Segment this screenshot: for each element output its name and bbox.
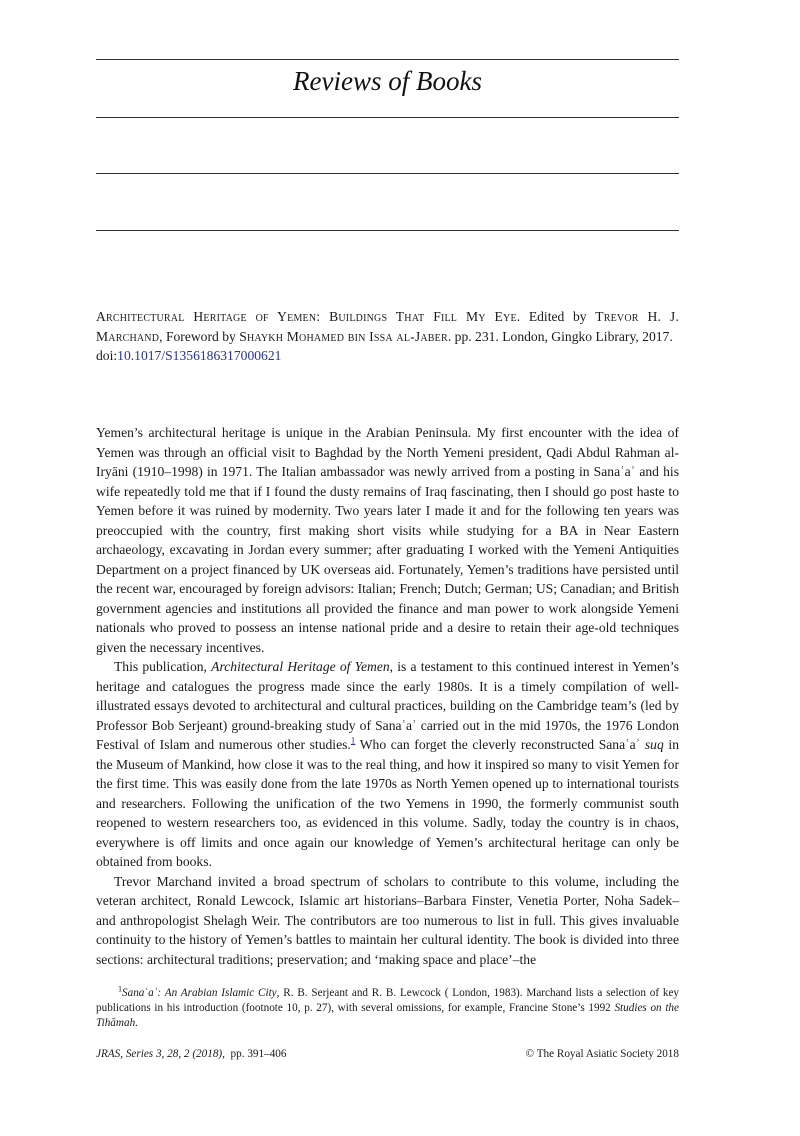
doi-link[interactable]: 10.1017/S1356186317000621 [117,348,282,363]
foreword-author: Shaykh Mohamed bin Issa al-Jaber [239,328,448,344]
book-citation: Architectural Heritage of Yemen: Buildings That Fill My Eye. Edited by Trevor H. J. Marchand, Foreword by Shaykh Mohamed bin Issa al-Jaber. pp. 231. London, Gingko Library, 2017. doi:10.1017/S1356186317000621 [96,307,679,366]
p2-text-a: This publication, [114,659,212,674]
book-title: Architectural Heritage of Yemen: Buildings That Fill My Eye [96,309,517,324]
paragraph-3: Trevor Marchand invited a broad spectrum of scholars to contribute to this volume, including the veteran architect, Ronald Lewcock, Islamic art historians–Barbara Finster, Venetia Porter, Noha Sadek–and anthropologist Shelagh Weir. The contributors are too numerous to list in full. This gives invaluable continuity to the history of Yemen’s battles to maintain her cultural identity. The book is divided into three sections: architectural traditions; preservation; and ‘making space and place’–the [96,873,679,967]
footnote-1 [96,986,679,1031]
doi-line [96,346,679,366]
editor-last: Marchand [96,328,160,344]
top-rule [96,59,679,60]
p2-text-b: , is a testament to this continued interest in Yemen’s heritage and catalogues the progress made since the early 1980s. It is a timely compilation of well-illustrated essays devoted to architectural and cultural practices, building on the Cambridge team’s (led by Professor Bob Serjeant) ground-breaking study of Sanaʿaʾ carried out in the mid 1970s, the 1976 London Festival of Islam and numerous other studies. [96,659,679,752]
journal-ref: JRAS, Series 3, 28, 2 (2018), [96,1048,225,1060]
footnote-title-2: Studies on the Tihāmah [96,1002,679,1029]
doi-label: doi: [96,348,118,363]
editor-first: Trevor H. J. [595,309,680,324]
page-title: Reviews of Books [293,66,482,96]
p2-book-title: Architectural Heritage of Yemen [211,659,390,674]
edited-by-label: Edited by [528,309,587,324]
title-rule-1 [96,117,679,118]
footnote-number: 1 [118,984,122,994]
title-rule-2 [96,173,679,174]
review-body [96,423,679,969]
paragraph-1: Yemen’s architectural heritage is unique in the Arabian Peninsula. My first encounter with the idea of Yemen was through an official visit to Baghdad by the North Yemeni president, Qadi Abdul Rahman al-Iryāni (1910–1998) in 1971. The Italian ambassador was newly arrived from a posting in Sanaʿaʾ and his wife repeatedly told me that if I found the dusty remains of Iraq fascinating, then I should go post haste to Yemen before it was ruined by modernity. Two years later I made it and for the following ten years was preoccupied with the country, first making short visits while studying for a BA in Near Eastern archaeology, excavating in Jordan every summer; after graduating I worked with the Yemeni Antiquities Department on a project financed by UK overseas aid. Fortunately, Yemen’s traditions have persisted until the recent war, encouraged by foreign advisors: Italian; French; Dutch; German; US; Canadian; and British government agencies and institutions all provided the finance and man power to work alongside Yemeni nationals who proved to possess an intense national pride and a desire to retain their age-old techniques given the necessary incentives. [96,425,679,655]
title-rule-3 [96,230,679,231]
publication-details: pp. 231. London, Gingko Library, 2017. [454,328,673,344]
page-range: pp. 391–406 [230,1048,287,1060]
footnote-title: Sanaʿaʾ: An Arabian Islamic City [122,987,277,999]
footnote-ref-1[interactable]: 1 [350,735,356,746]
p2-suq: suq [644,737,664,752]
paragraph-2 [96,657,679,872]
footnote-text-b: . [135,1017,138,1029]
p2-text-c: Who can forget the cleverly reconstructed Sanaʿaʾ [355,737,645,752]
footnote-text-a: , R. B. Serjeant and R. B. Lewcock ( London, 1983). Marchand lists a selection of key publications in his introduction (footnote 10, p. 27), with several omissions, for example, Francine Stone’s 1992 [96,987,679,1014]
copyright: © The Royal Asiatic Society 2018 [525,1048,679,1060]
foreword-label: Foreword by [165,328,236,344]
p2-text-d: in the Museum of Mankind, how close it was to the real thing, and how it inspired so many to visit Yemen for the first time. This was easily done from the late 1970s as North Yemen opened up to international tourists and researchers. Following the unification of the two Yemens in 1990, the formerly communist south reopened to western researchers too, as evidenced in this volume. Sadly, today the country is in chaos, everywhere is off limits and once again our knowledge of Yemen’s architectural heritage can only be obtained from books. [96,737,679,869]
journal-reference [96,1048,286,1060]
